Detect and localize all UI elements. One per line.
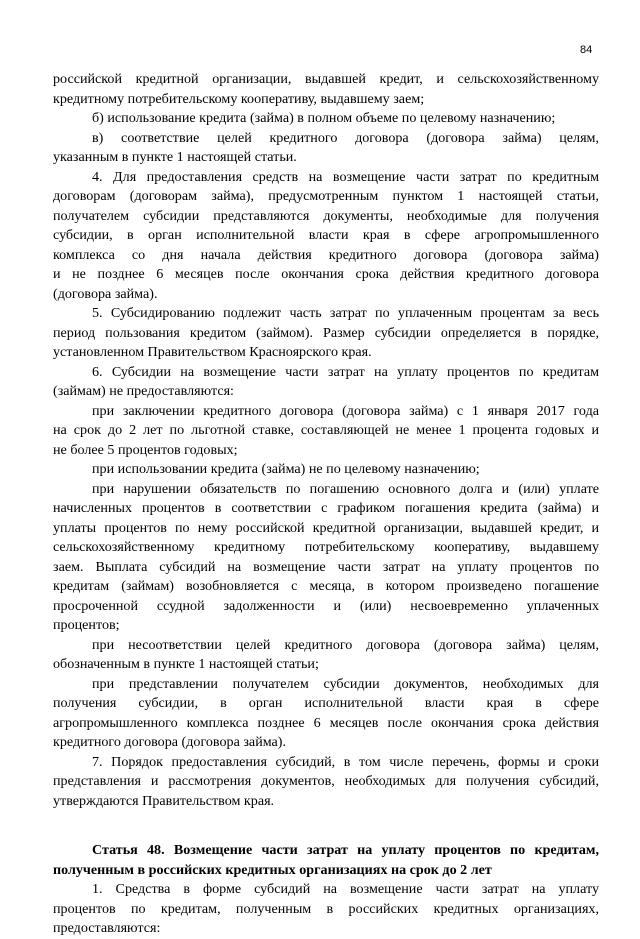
text-line: при использовании кредита (займа) не по целевому назначению; — [92, 461, 480, 477]
paragraph — [53, 129, 599, 168]
text-line: полученным в российских кредитных организациях на срок до 2 лет — [53, 861, 492, 878]
text-line: 4. Для предоставления средств на возмещение части затрат по кредитным — [92, 168, 599, 185]
paragraph — [53, 402, 599, 461]
document-body — [53, 70, 599, 939]
text-line: период пользования кредитом (займом). Размер субсидии определяется в порядке, — [53, 324, 599, 341]
paragraph — [53, 460, 599, 480]
text-line: при заключении кредитного договора (договора займа) с 1 января 2017 года — [92, 402, 599, 419]
text-line: (займам) не предоставляются: — [53, 383, 234, 399]
text-line: в) соответствие целей кредитного договора (договора займа) целям, — [92, 129, 599, 146]
text-line: начисленных процентов в соответствии с графиком погашения кредита (займа) и — [53, 500, 599, 516]
text-line: процентов; — [53, 617, 120, 633]
text-line: предоставляются: — [53, 920, 161, 936]
text-line: при представлении получателем субсидии документов, необходимых для — [92, 675, 599, 692]
paragraph — [53, 880, 599, 939]
text-line: установленном Правительством Красноярского края. — [53, 344, 372, 360]
article-heading — [53, 841, 599, 880]
text-line: комплекса со дня начала действия кредитного договора (договора займа) — [53, 246, 599, 263]
text-line: субсидии, в орган исполнительной власти края в сфере агропромышленного — [53, 227, 599, 243]
text-line: 6. Субсидии на возмещение части затрат на уплату процентов по кредитам — [92, 363, 599, 380]
text-line: б) использование кредита (займа) в полном объеме по целевому назначению; — [92, 110, 556, 126]
paragraph — [53, 304, 599, 363]
text-line: представления и рассмотрения документов, необходимых для получения субсидий, — [53, 773, 599, 789]
text-line: договорам (договорам займа), предусмотренным пунктом 1 настоящей статьи, — [53, 188, 599, 204]
text-line: обозначенным в пункте 1 настоящей статьи; — [53, 656, 319, 672]
text-line: утверждаются Правительством края. — [53, 792, 275, 809]
text-line: 7. Порядок предоставления субсидий, в том числе перечень, формы и сроки — [92, 753, 599, 770]
text-line: при нарушении обязательств по погашению основного долга и (или) уплате — [92, 480, 599, 497]
text-line: агропромышленного комплекса позднее 6 месяцев после окончания срока действия — [53, 714, 599, 731]
paragraph — [53, 675, 599, 753]
text-line: кредитного договора (договора займа). — [53, 734, 287, 750]
text-line: кредитному потребительскому кооперативу, выдавшему заем; — [53, 90, 425, 107]
paragraph — [53, 363, 599, 402]
text-line: уплаты процентов по нему российской кредитной организации, выдавшей кредит, и — [53, 519, 599, 536]
text-line: 5. Субсидированию подлежит часть затрат по уплаченным процентам за весь — [92, 305, 599, 321]
text-line: указанным в пункте 1 настоящей статьи. — [53, 149, 297, 165]
paragraph — [53, 480, 599, 636]
section-gap — [53, 811, 599, 841]
text-line: кредитам (займам) возобновляется с месяца, в котором произведено погашение — [53, 578, 599, 594]
text-line: на срок до 2 лет по льготной ставке, составляющей не менее 1 процента годовых и — [53, 422, 599, 438]
text-line: (договора займа). — [53, 285, 158, 302]
text-line: не более 5 процентов годовых; — [53, 441, 238, 458]
paragraph — [53, 70, 599, 109]
text-line: получения субсидии, в орган исполнительной власти края в сфере — [53, 695, 599, 711]
text-line: при несоответствии целей кредитного договора (договора займа) целям, — [92, 636, 599, 653]
paragraph — [53, 753, 599, 812]
text-line: процентов по кредитам, полученным в российских кредитных организациях, — [53, 900, 599, 917]
paragraph — [53, 109, 599, 129]
text-line: и не позднее 6 месяцев после окончания срока действия кредитного договора — [53, 266, 599, 282]
paragraph — [53, 168, 599, 305]
text-line: просроченной ссудной задолженности и (или) несвоевременно уплаченных — [53, 597, 599, 614]
text-line: сельскохозяйственному кредитному потребительскому кооперативу, выдавшему — [53, 539, 599, 555]
text-line: российской кредитной организации, выдавшей кредит, и сельскохозяйственному — [53, 71, 599, 87]
text-line: получателем субсидии представляются документы, необходимые для получения — [53, 207, 599, 224]
text-line: заем. Выплата субсидий на возмещение части затрат на уплату процентов по — [53, 558, 599, 575]
text-line: 1. Средства в форме субсидий на возмещение части затрат на уплату — [92, 881, 599, 897]
paragraph — [53, 636, 599, 675]
text-line: Статья 48. Возмещение части затрат на уплату процентов по кредитам, — [92, 842, 599, 858]
page-number: 84 — [580, 44, 593, 56]
